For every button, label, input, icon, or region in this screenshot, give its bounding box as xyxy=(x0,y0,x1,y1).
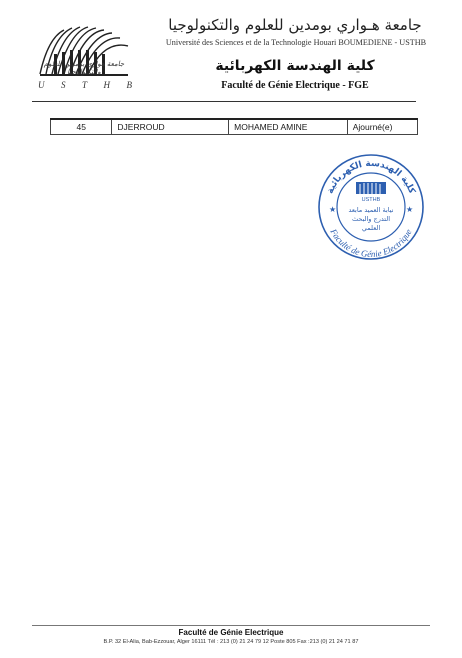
svg-text:USTHB: USTHB xyxy=(361,197,381,203)
header-divider xyxy=(32,101,416,102)
table-row xyxy=(51,119,418,135)
logo-letter: S xyxy=(60,80,66,90)
svg-text:Faculté de Génie Electrique: Faculté de Génie Electrique xyxy=(328,227,414,260)
footer-address: B.P. 32 El-Alia, Bab-Ezzouar, Alger 16111 Tél : 213 (0) 21 24 79 12 Poste 805 Fax :213 (0) 21 24 71 87 xyxy=(103,639,359,645)
logo-letter: H xyxy=(103,80,110,90)
logo-arabic-caption: جامعة هواري بومدين للعلوم والتكنولوجيا xyxy=(43,60,125,76)
first-name-cell: MOHAMED AMINE xyxy=(229,119,348,135)
svg-text:★: ★ xyxy=(329,205,337,214)
svg-text:العلمي: العلمي xyxy=(361,224,381,232)
svg-text:التدرج والبحث: التدرج والبحث xyxy=(351,215,391,223)
official-stamp xyxy=(316,152,426,262)
faculty-name-arabic: كلية الهندسة الكهربائية xyxy=(215,58,375,74)
svg-text:نيابة العميد مابعد: نيابة العميد مابعد xyxy=(348,206,394,214)
student-number-cell: 45 xyxy=(51,119,112,135)
logo-letters xyxy=(38,80,132,90)
university-name-arabic: جامعة هـواري بومدين للعلوم والتكنولوجيا xyxy=(168,16,422,34)
faculty-name-french: Faculté de Génie Electrique - FGE xyxy=(221,80,369,91)
last-name-cell: DJERROUD xyxy=(112,119,229,135)
results-table xyxy=(50,118,418,135)
university-name-french: Université des Sciences et de la Technologie Houari BOUMEDIENE - USTHB xyxy=(165,38,427,47)
logo-letter: B xyxy=(126,80,132,90)
decision-cell: Ajourné(e) xyxy=(347,119,417,135)
footer-title: Faculté de Génie Electrique xyxy=(178,628,284,637)
footer-divider xyxy=(32,625,430,626)
svg-text:★: ★ xyxy=(406,205,414,214)
svg-text:كلية الهندسة الكهربائية: كلية الهندسة الكهربائية xyxy=(325,158,417,196)
logo-letter: U xyxy=(38,80,45,90)
logo-letter: T xyxy=(81,80,87,90)
